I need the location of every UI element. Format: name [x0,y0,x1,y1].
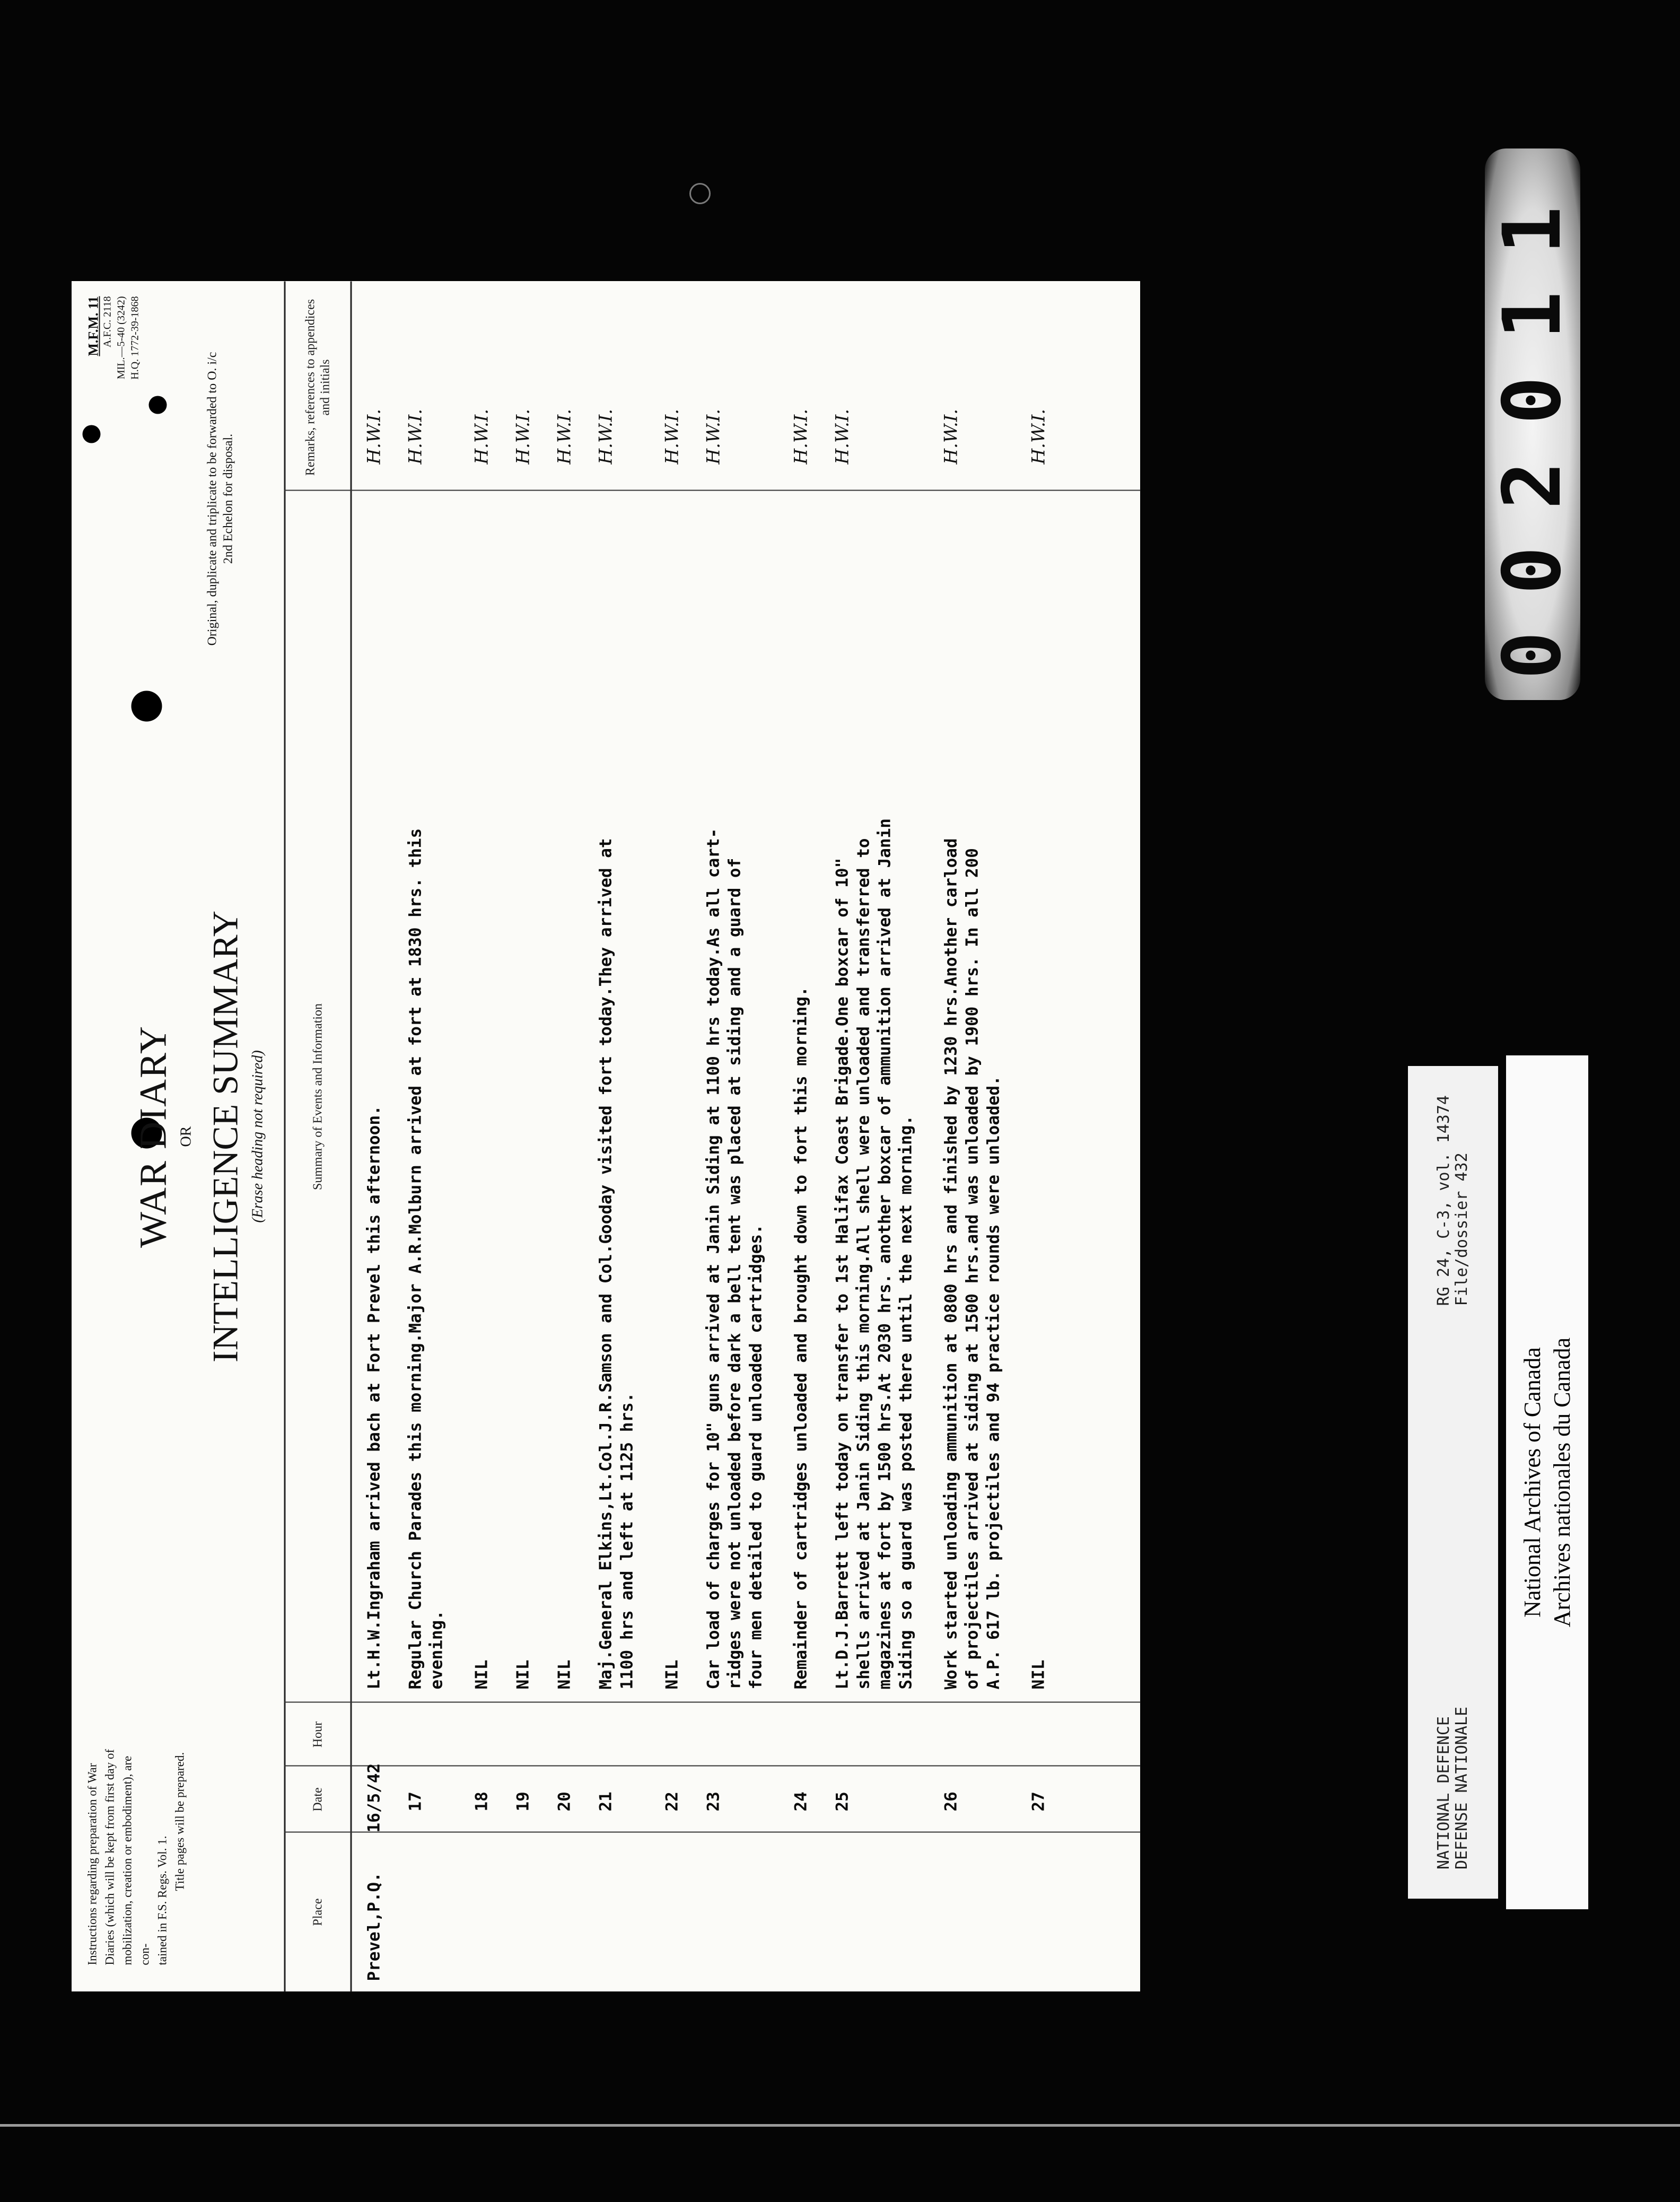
forward-note: Original, duplicate and triplicate to be forwarded to O. i/c 2nd Echelon for disposal. [205,352,235,645]
form-code-line: MIL.—5-40 (3242) [115,296,127,379]
archives-name-en: National Archives of Canada [1519,1347,1545,1618]
entry-date: 17 [406,1791,425,1811]
entry-summary: NIL [662,1659,681,1689]
entry-initials: H.W.I. [595,408,616,464]
instructions-line: Diaries (which will be kept from first day of [103,1749,116,1965]
archives-name-fr: Archives nationales du Canada [1548,1337,1575,1628]
header-place: Place [311,1898,325,1926]
frame-counter [1485,148,1580,700]
entry-initials: H.W.I. [790,408,811,464]
entry-initials: H.W.I. [471,408,492,464]
department-en: NATIONAL DEFENCE [1434,1716,1453,1869]
entry-date: 22 [662,1791,681,1811]
column-divider [284,1701,1140,1702]
instructions-line: Title pages will be prepared. [173,1752,186,1891]
department-fr: DEFENSE NATIONALE [1452,1706,1471,1869]
entry-summary: NIL [555,1659,574,1689]
entry-initials: H.W.I. [405,408,426,464]
title-war-diary: WAR DIARY [132,1025,174,1248]
entry-date: 21 [596,1791,615,1811]
entry-summary: Remainder of cartridges unloaded and brought down to fort this morning. [791,986,810,1689]
entry-initials: H.W.I. [832,408,853,464]
department-stamp [1435,1707,1471,1869]
table-header-rule [350,281,352,1991]
file-reference [1435,1095,1471,1306]
entry-initials: H.W.I. [554,408,575,464]
header-summary: Summary of Events and Information [311,1003,325,1190]
entry-summary: Work started unloading ammunition at 0800 hrs and finished by 1230 hrs.Another carload of projectiles arrived at siding at 1500 hrs.and was unloaded by 1900 hrs. In all 200 A.P. 617 lb. projectiles and 94 practice rounds were unloaded. [941,837,1003,1689]
punch-hole-small [82,425,100,443]
header-date: Date [311,1787,325,1812]
entry-place: Prevel,P.Q. [364,1872,383,1981]
entry-summary: NIL [472,1659,491,1689]
record-group-ref: RG 24, C-3, vol. 14374 [1434,1095,1453,1306]
column-divider [284,1765,1140,1766]
entry-summary: NIL [513,1659,532,1689]
form-code-line: A.F.C. 2118 [101,296,113,347]
column-divider [284,490,1140,491]
frame-counter-number: 002011 [1486,169,1579,679]
header-remarks: Remarks, references to appendices and initials [303,299,332,476]
form-code-line: H.Q. 1772-39-1868 [129,296,141,380]
entry-initials: H.W.I. [661,408,682,464]
instructions-line: tained in F.S. Regs. Vol. 1. [155,1836,169,1965]
entry-initials: H.W.I. [512,408,533,464]
entry-date: 25 [833,1791,852,1811]
archive-reference-label [1408,1066,1498,1899]
entry-date: 16/5/42 [364,1763,383,1832]
entry-date: 27 [1029,1791,1048,1811]
entry-initials: H.W.I. [363,408,384,464]
entry-initials: H.W.I. [940,408,961,464]
scan-border-line [0,2124,1680,2127]
entry-date: 23 [704,1791,723,1811]
title-or: OR [178,1126,194,1147]
entry-date: 24 [791,1791,810,1811]
entry-summary: Lt.D.J.Barrett left today on transfer to 1st Halifax Coast Brigade.One boxcar of 10" shells arrived at Janin Siding this morning.All shell were unloaded and transferred to magazines at fort by 1500 hrs.At 2030 hrs. another boxcar of ammunition arrived at Janin Siding so a guard was posted there until the next morning. [833,818,915,1689]
file-dossier-ref: File/dossier 432 [1452,1152,1471,1306]
entry-summary: Lt.H.W.Ingraham arrived bach at Fort Prevel this afternoon. [364,1105,383,1689]
form-number: M.F.M. 11 [85,296,101,356]
title-intelligence-summary: INTELLIGENCE SUMMARY [205,910,245,1362]
entry-initials: H.W.I. [703,408,724,464]
header-hour: Hour [311,1721,325,1747]
entry-date: 18 [472,1791,491,1811]
entry-summary: Maj.General Elkins,Lt.Col.J.R.Samson and Col.Gooday visited fort today.They arrived at 1100 hrs and left at 1125 hrs. [596,837,636,1689]
entry-summary: Car load of charges for 10" guns arrived at Janin Siding at 1100 hrs today.As all cart- ridges were not unloaded before dark a bell tent was placed at siding and a guard of four men detailed to guard unloaded cartridges. [704,828,765,1689]
entry-date: 19 [513,1791,532,1811]
instructions-line: Instructions regarding preparation of War [85,1763,99,1965]
scan-speck [689,183,711,204]
instructions-line: mobilization, creation or embodiment), are con- [120,1755,151,1965]
title-erase-note: (Erase heading not required) [249,1050,266,1223]
war-diary-page [72,281,1140,1991]
form-code [86,296,142,379]
entry-summary: Regular Church Parades this morning.Major A.R.Molburn arrived at fort at 1830 hrs. this evening. [406,828,446,1689]
entry-summary: NIL [1029,1659,1048,1689]
entry-initials: H.W.I. [1028,408,1049,464]
table-top-rule [284,281,285,1991]
column-divider [284,1831,1140,1832]
entry-date: 20 [555,1791,574,1811]
entry-date: 26 [941,1791,960,1811]
archives-label [1506,1055,1588,1909]
